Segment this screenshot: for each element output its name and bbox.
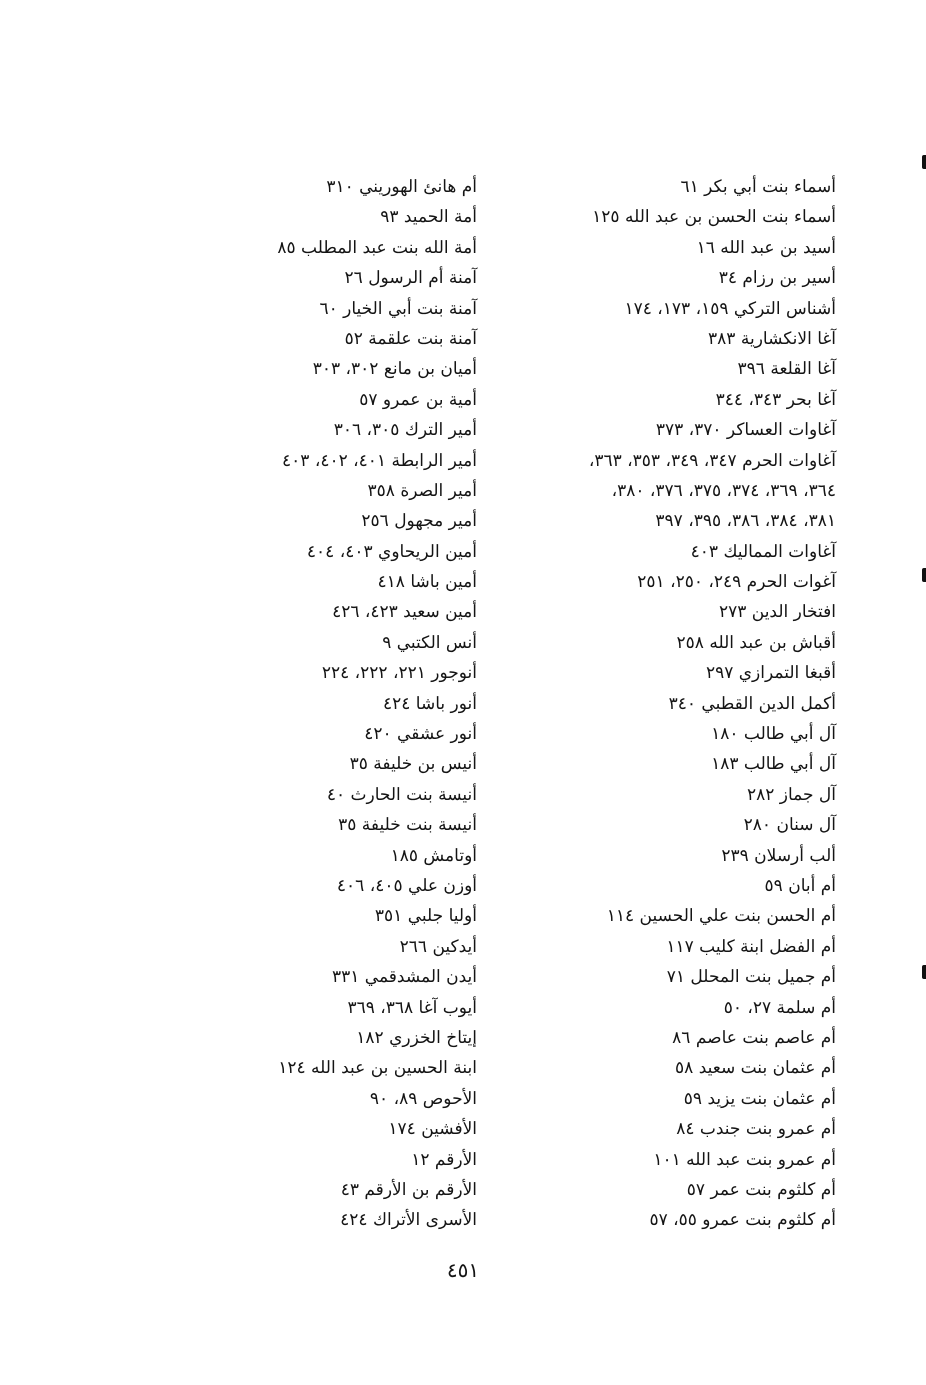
index-entry: أمين الريحاوي ٤٠٣، ٤٠٤ — [306, 541, 477, 562]
index-entry: أمة الحميد ٩٣ — [380, 207, 477, 228]
index-entry: أسماء بنت الحسن بن عبد الله ١٢٥ — [592, 207, 836, 228]
index-entry: آمنة بنت علقمة ٥٢ — [344, 328, 477, 349]
index-entry: ألب أرسلان ٢٣٩ — [721, 845, 836, 866]
index-entry: ٣٨١، ٣٨٤، ٣٨٦، ٣٩٥، ٣٩٧ — [655, 511, 836, 532]
index-entry: أنس الكتبي ٩ — [382, 632, 477, 653]
index-entry: آغاوات الحرم ٣٤٧، ٣٤٩، ٣٥٣، ٣٦٣، — [588, 450, 836, 471]
page-number: ٤٥١ — [446, 1258, 480, 1282]
index-entry: آل أبي طالب ١٨٣ — [711, 754, 836, 775]
index-entry: أميان بن مانع ٣٠٢، ٣٠٣ — [312, 359, 477, 380]
index-entry: آغا الانكشارية ٣٨٣ — [708, 328, 836, 349]
index-entry: ٣٦٤، ٣٦٩، ٣٧٤، ٣٧٥، ٣٧٦، ٣٨٠، — [611, 480, 836, 501]
index-entry: أنور عشقي ٤٢٠ — [364, 724, 477, 745]
index-entry: أمير الرابطة ٤٠١، ٤٠٢، ٤٠٣ — [282, 450, 477, 471]
index-entry: إيتاخ الخزري ١٨٢ — [356, 1027, 477, 1048]
index-entry: آغاوات العساكر ٣٧٠، ٣٧٣ — [655, 420, 836, 441]
index-entry: آمنة بنت أبي الخيار ٦٠ — [319, 298, 477, 319]
index-column-left — [257, 172, 477, 1236]
index-entry: أم عمرو بنت جندب ٨٤ — [676, 1119, 836, 1140]
index-entry: أسماء بنت أبي بكر ٦١ — [680, 177, 836, 197]
index-entry: الأرقم بن الأرقم ٤٣ — [340, 1179, 477, 1200]
index-entry: آل سنان ٢٨٠ — [743, 815, 836, 836]
index-entry: أنور باشا ٤٢٤ — [383, 693, 477, 714]
index-entry: آغوات الحرم ٢٤٩، ٢٥٠، ٢٥١ — [637, 572, 836, 593]
index-entry: أيدن المشدقمي ٣٣١ — [331, 967, 477, 988]
index-entry: أم الحسن بنت علي الحسين ١١٤ — [606, 906, 836, 927]
margin-mark — [922, 155, 926, 169]
index-entry: أيوب آغا ٣٦٨، ٣٦٩ — [347, 997, 477, 1018]
index-entry: أم هانئ الهوريني ٣١٠ — [326, 177, 477, 197]
index-entry: أم عثمان بنت يزيد ٥٩ — [683, 1088, 836, 1109]
index-entry: أشناس التركي ١٥٩، ١٧٣، ١٧٤ — [624, 298, 836, 319]
index-entry: الأسرى الأتراك ٤٢٤ — [340, 1210, 477, 1231]
index-entry: أنيسة بنت الحارث ٤٠ — [326, 784, 477, 805]
index-entry: آغاوات المماليك ٤٠٣ — [690, 541, 836, 562]
index-entry: أنيسة بنت خليفة ٣٥ — [338, 815, 477, 836]
index-entry: افتخار الدين ٢٧٣ — [718, 602, 836, 623]
index-entry: الأحوص ٨٩، ٩٠ — [369, 1088, 477, 1109]
index-entry: أم عاصم بنت عاصم ٨٦ — [672, 1027, 836, 1048]
index-entry: أم أبان ٥٩ — [764, 875, 836, 896]
index-entry: أنيس بن خليفة ٣٥ — [349, 754, 477, 775]
index-entry: أم عثمان بنت سعيد ٥٨ — [675, 1058, 836, 1079]
index-entry: أمين سعيد ٤٢٣، ٤٢٦ — [332, 602, 477, 623]
index-entry: أقبغا التمرازي ٢٩٧ — [705, 663, 836, 684]
index-entry: الأرقم ١٢ — [411, 1149, 477, 1170]
index-entry: أوتامش ١٨٥ — [390, 845, 477, 866]
index-column-right — [536, 172, 836, 1236]
margin-mark — [922, 568, 926, 582]
index-entry: أقباش بن عبد الله ٢٥٨ — [676, 632, 836, 653]
index-entry: آمنة أم الرسول ٢٦ — [344, 268, 477, 289]
index-entry: أكمل الدين القطبي ٣٤٠ — [668, 693, 836, 714]
index-entry: أمير مجهول ٢٥٦ — [361, 511, 477, 532]
index-entry: أوزن علي ٤٠٥، ٤٠٦ — [336, 875, 477, 896]
index-entry: أمية بن عمرو ٥٧ — [359, 389, 477, 410]
index-entry: أم عمرو بنت عبد الله ١٠١ — [653, 1149, 836, 1170]
index-entry: أم كلثوم بنت عمر ٥٧ — [686, 1179, 836, 1200]
index-entry: أم كلثوم بنت عمرو ٥٥، ٥٧ — [649, 1210, 836, 1231]
index-entry: أمة الله بنت عبد المطلب ٨٥ — [277, 237, 477, 258]
index-entry: أيدكين ٢٦٦ — [399, 936, 477, 957]
index-entry: أم جميل بنت المحلل ٧١ — [666, 967, 836, 988]
index-entry: أمير الصرة ٣٥٨ — [367, 480, 477, 501]
margin-mark — [922, 965, 926, 979]
index-entry: أم سلمة ٢٧، ٥٠ — [723, 997, 836, 1018]
index-entry: آل أبي طالب ١٨٠ — [711, 724, 836, 745]
index-entry: أسيد بن عبد الله ١٦ — [696, 237, 836, 258]
index-entry: أسير بن رزام ٣٤ — [718, 268, 836, 289]
index-entry: أم الفضل ابنة كليب ١١٧ — [666, 936, 836, 957]
index-entry: أنوجور ٢٢١، ٢٢٢، ٢٢٤ — [321, 663, 477, 684]
index-entry: أوليا جلبي ٣٥١ — [374, 906, 477, 927]
index-entry: آل جماز ٢٨٢ — [746, 784, 836, 805]
index-entry: الأفشين ١٧٤ — [388, 1119, 477, 1140]
index-entry: أمير الترك ٣٠٥، ٣٠٦ — [333, 420, 477, 441]
index-entry: آغا القلعة ٣٩٦ — [737, 359, 836, 380]
index-entry: ابنة الحسين بن عبد الله ١٢٤ — [278, 1058, 477, 1079]
index-entry: أمين باشا ٤١٨ — [377, 572, 477, 593]
index-entry: آغا بحر ٣٤٣، ٣٤٤ — [715, 389, 836, 410]
